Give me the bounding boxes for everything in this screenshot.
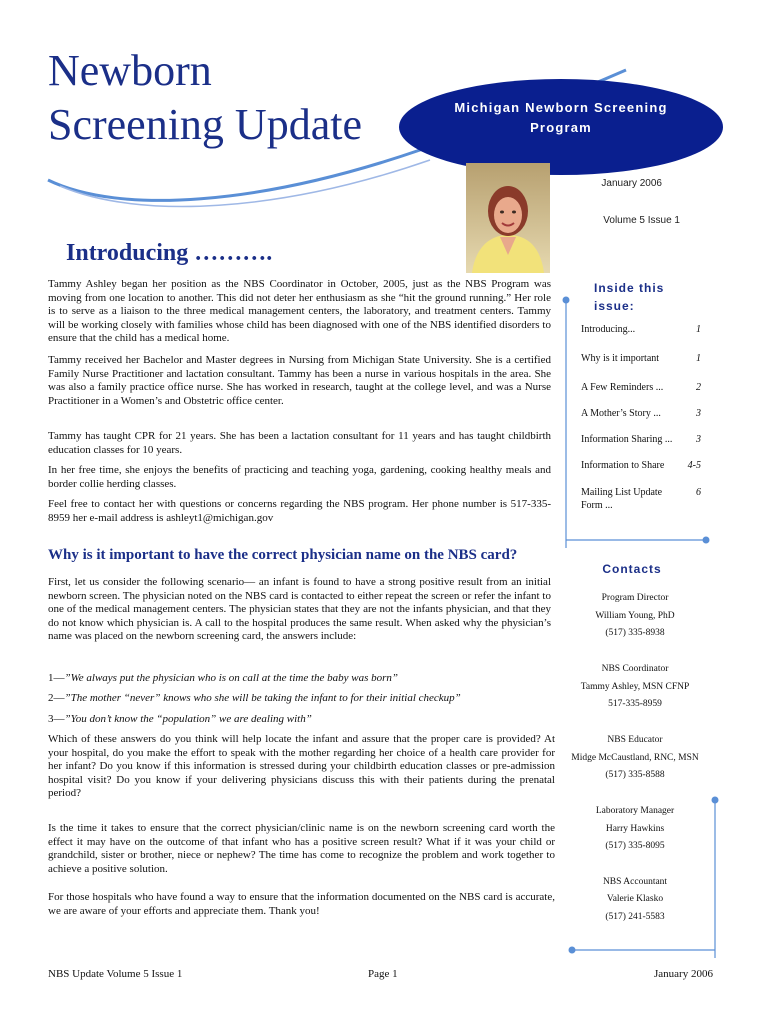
why-paragraph: Which of these answers do you think will help locate the infant and assure that the proper care is provided? At your hospital, do you make the effort to speak with the mother regarding her choice of a health care provider for her infant? Do you know if this information is stressed during your childbirth education classes or pre-admission hospital visit? Do you know if your delivering physicians discuss this with their patients during the prenatal period? — [48, 733, 555, 800]
issue-date: January 2006 — [601, 178, 662, 189]
contact-phone: (517) 241-5583 — [605, 912, 665, 922]
contact-name: William Young, PhD — [595, 611, 675, 621]
contact-role: NBS Educator — [607, 735, 663, 745]
footer-page-number: Page 1 — [368, 968, 398, 980]
contact-phone: (517) 335-8095 — [605, 841, 665, 851]
newsletter-title: Newborn Screening Update — [48, 46, 362, 149]
contact-phone: (517) 335-8938 — [605, 628, 665, 638]
contacts-heading: Contacts — [602, 562, 662, 576]
why-paragraph: First, let us consider the following scenario— an infant is found to have a strong positive result from an initial newborn screen. The physician noted on the NBS card is contacted to either repeat the screen or refer the infant to one of the medical management centers. The physician states that they are not the infants physician, and that they do not know which physician is. A call to the hospital produces the same result. When asked why the physician’s name was placed on the newborn screening card, the answers include: — [48, 576, 551, 643]
contact-role: Program Director — [601, 593, 669, 603]
why-paragraph: Is the time it takes to ensure that the correct physician/clinic name is on the newborn screening card worth the effect it may have on the outcome of that infant who has a positive screen result? What if it was your child or grandchild, sister or brother, niece or nephew? The time has come to recognize the problem and work together to achieve a positive solution. — [48, 822, 555, 875]
intro-paragraph: Tammy Ashley began her position as the NBS Coordinator in October, 2005, just as the NBS Program was moving from one location to another. This did not deter her enthusiasm as she “hit the ground running.” Her role is to serve as a liaison to the three medical management centers, the laboratory, and treatment centers. Tammy will be working closely with families whose child has been diagnosed with one of the NBS identified disorders to ensure that the child has a medical home. — [48, 278, 551, 345]
contact-name: Midge McCaustland, RNC, MSN — [571, 753, 699, 763]
contact-role: NBS Coordinator — [601, 664, 669, 674]
section-heading-why: Why is it important to have the correct physician name on the NBS card? — [48, 547, 518, 563]
intro-paragraph: Feel free to contact her with questions or concerns regarding the NBS program. Her phone number is 517-335-8959 her e-mail address is ashleyt1@michigan.gov — [48, 498, 551, 524]
issue-volume: Volume 5 Issue 1 — [603, 215, 680, 226]
contact-role: NBS Accountant — [602, 877, 668, 887]
contact-phone: 517-335-8959 — [608, 699, 662, 709]
answer-item: 3—”You don’t know the “population” we are dealing with” — [48, 713, 312, 725]
contact-name: Harry Hawkins — [605, 824, 665, 834]
contact-role: Laboratory Manager — [595, 806, 675, 816]
footer-date: January 2006 — [654, 968, 713, 980]
contact-phone: (517) 335-8588 — [605, 770, 665, 780]
program-name: Michigan Newborn Screening Program — [454, 100, 668, 135]
portrait-photo — [466, 163, 550, 273]
contact-name: Tammy Ashley, MSN CFNP — [580, 682, 690, 692]
intro-paragraph: Tammy has taught CPR for 21 years. She has been a lactation consultant for 11 years and has taught childbirth education classes for 10 years. — [48, 430, 551, 456]
intro-paragraph: In her free time, she enjoys the benefits of practicing and teaching yoga, gardening, cooking healthy meals and border collie herding classes. — [48, 464, 551, 490]
why-paragraph: For those hospitals who have found a way to ensure that the information documented on the NBS card is accurate, we are aware of your efforts and appreciate them. Thank you! — [48, 891, 555, 917]
inside-issue-heading: Inside this issue: — [594, 281, 665, 313]
footer-publication: NBS Update Volume 5 Issue 1 — [48, 968, 183, 980]
answer-item: 1—”We always put the physician who is on call at the time the baby was born” — [48, 672, 399, 684]
intro-paragraph: Tammy received her Bachelor and Master degrees in Nursing from Michigan State University. She is a certified Family Nurse Practitioner and lactation consultant. Tammy has been a nurse in various hospitals in the area. She was also a family practice office nurse. She has worked in research, taught at the college level, and was a Nurse Practitioner in a Women’s and Obstetric office center. — [48, 354, 551, 407]
contact-name: Valerie Klasko — [606, 894, 664, 904]
answer-item: 2—”The mother “never” knows who she will be taking the infant to for their initial checkup” — [48, 692, 461, 704]
section-heading-introducing: Introducing ………. — [66, 240, 273, 266]
